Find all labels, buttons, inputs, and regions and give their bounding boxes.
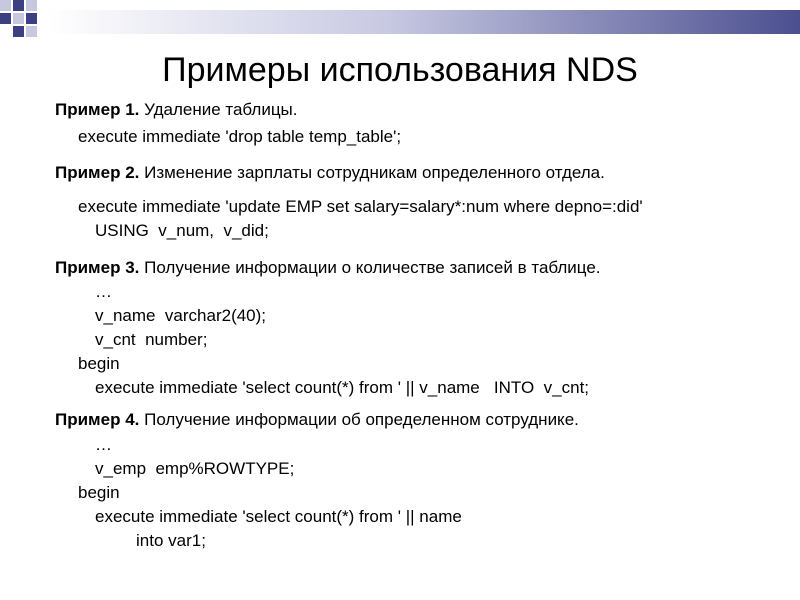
code-line: …	[95, 435, 112, 454]
code-line: execute immediate 'drop table temp_table';	[78, 127, 402, 146]
example-description: Изменение зарплаты сотрудникам определенного отдела.	[139, 163, 605, 182]
code-line: USING v_num, v_did;	[95, 221, 269, 240]
example-2-heading	[55, 162, 605, 184]
example-description: Получение информации об определенном сотруднике.	[139, 410, 579, 429]
slide-title: Примеры использования NDS	[162, 51, 638, 89]
example-3-heading	[55, 257, 601, 279]
code-line: into var1;	[136, 531, 206, 550]
example-label: Пример 3.	[55, 258, 140, 277]
code-line: begin	[78, 354, 120, 373]
example-4-heading	[55, 409, 579, 431]
example-label: Пример 4.	[55, 410, 140, 429]
example-1-heading	[55, 99, 298, 121]
code-line: execute immediate 'update EMP set salary=salary*:num where depno=:did'	[78, 197, 643, 216]
code-line: v_name varchar2(40);	[95, 306, 267, 325]
code-line: …	[95, 282, 112, 301]
header-gradient-band	[48, 10, 800, 34]
code-line: v_cnt number;	[95, 330, 208, 349]
decorative-squares-icon	[0, 0, 48, 48]
example-label: Пример 1.	[55, 100, 140, 119]
code-line: v_emp emp%ROWTYPE;	[95, 459, 295, 478]
example-description: Удаление таблицы.	[139, 100, 298, 119]
example-description: Получение информации о количестве записей в таблице.	[139, 258, 601, 277]
example-label: Пример 2.	[55, 163, 140, 182]
decorative-header-bar	[0, 0, 800, 48]
code-line: execute immediate 'select count(*) from ' || name	[95, 507, 462, 526]
code-line: begin	[78, 483, 120, 502]
code-line: execute immediate 'select count(*) from ' || v_name INTO v_cnt;	[95, 378, 590, 397]
